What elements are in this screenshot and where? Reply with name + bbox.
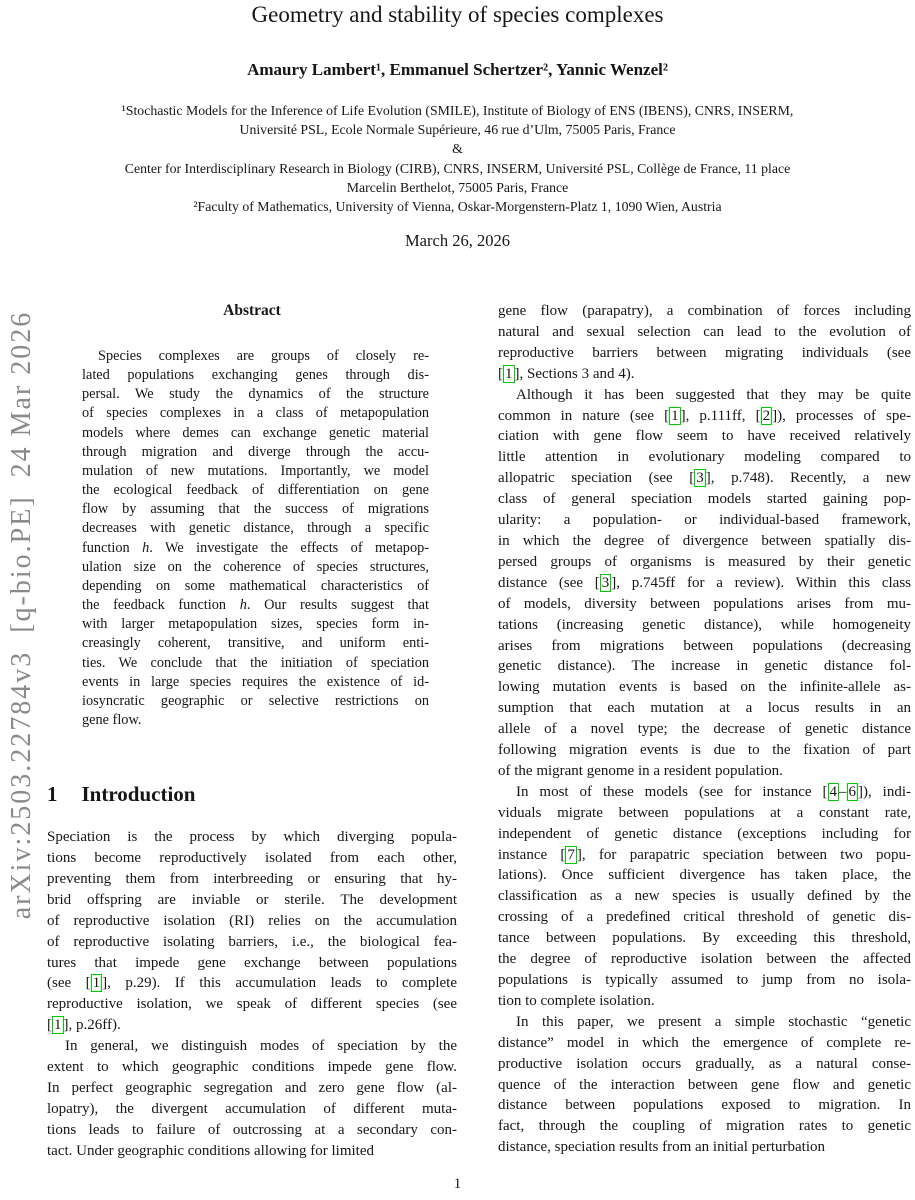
text-line: preventing them from interbreeding or ensuring that hy- — [47, 870, 457, 887]
affiliation-line: ¹Stochastic Models for the Inference of Life Evolution (SMILE), Institute of Biology of ENS (IBENS), CNRS, INSERM, — [121, 103, 794, 118]
text-line: [ 1 ], p.26ff). — [47, 1017, 121, 1034]
text-line: lations). Once sufficient divergence has taken place, the — [498, 867, 911, 884]
citation-link[interactable]: 7 — [567, 846, 575, 863]
text-line: tance between populations. By exceeding this threshold, — [498, 930, 911, 947]
text-line: distance between populations exposed to migration. In — [498, 1097, 911, 1114]
text-line: decreases with genetic distance, through a specific — [82, 520, 429, 537]
page-number: 1 — [453, 1176, 462, 1192]
text-line: persal. We study the dynamics of the structure — [82, 386, 429, 403]
text-line: independent of genetic distance (exceptions including for — [498, 825, 911, 842]
text-line: In perfect geographic segregation and zero gene flow (al- — [47, 1080, 457, 1096]
text-line: creasingly coherent, transitive, and uniform enti- — [82, 635, 429, 652]
affiliation-line: Marcelin Berthelot, 75005 Paris, France — [346, 179, 569, 195]
affiliation-line: Center for Interdisciplinary Research in Biology (CIRB), CNRS, INSERM, Université PSL, Collège de France, 11 place — [124, 160, 791, 176]
section-title: Introduction — [81, 782, 196, 807]
date-line: March 26, 2026 — [405, 231, 510, 250]
citation-link[interactable]: 1 — [54, 1017, 62, 1034]
text-line: of reproductive isolating barriers, i.e., the biological fea- — [47, 933, 457, 950]
text-line: crossing of a predefined critical threshold of genetic dis- — [498, 909, 911, 926]
text-line: genetic distance). The increase in genetic distance fol- — [498, 658, 911, 675]
text-line: quence of the interaction between gene flow and genetic — [498, 1076, 911, 1093]
text-line: ciation with gene flow seem to have received relatively — [498, 428, 911, 445]
text-line: Species complexes are groups of closely re- — [98, 348, 429, 364]
citation-link[interactable]: 1 — [505, 365, 513, 382]
paper-title: Geometry and stability of species complexes — [251, 2, 664, 27]
text-line: allopatric speciation (see [ 3 ], p.748). Recently, a new — [498, 470, 911, 487]
text-line: ties. We conclude that the initiation of speciation — [82, 654, 429, 671]
text-line: [ 1 ], Sections 3 and 4). — [498, 365, 635, 382]
text-line: allele of a novel type; the decrease of genetic distance — [498, 721, 911, 738]
text-line: function h. We investigate the effects of metapop- — [82, 539, 429, 556]
section-heading-introduction — [47, 780, 457, 808]
text-line: flow by assuming that the success of migrations — [82, 501, 429, 518]
text-line: distance” model in which the emergence of complete re- — [498, 1034, 911, 1051]
text-line: the feedback function h. Our results suggest that — [82, 597, 429, 614]
text-line: tations (increasing genetic distance), while homogeneity — [498, 616, 911, 633]
text-line: sumption that each mutation at a locus results in an — [498, 700, 911, 717]
text-line: populations is typically assumed to jump from no isola- — [498, 972, 911, 988]
section-number: 1 — [47, 782, 58, 807]
text-line: brid offspring are inviable or sterile. The development — [47, 891, 457, 908]
right-column — [498, 301, 911, 1158]
text-line: tures that impede gene exchange between populations — [47, 954, 457, 971]
text-line: tions leads to failure of outcrossing at a secondary con- — [47, 1121, 457, 1138]
left-column — [47, 300, 457, 1162]
text-line: persed groups of organisms is measured by their genetic — [498, 553, 911, 570]
text-line: events in large species requires the existence of id- — [82, 673, 429, 690]
text-line: fact, through the coupling of migration rates to genetic — [498, 1118, 911, 1135]
text-line: arises from migrations between populations (decreasing — [498, 637, 911, 654]
text-line: in which the degree of divergence between spatially dis- — [498, 532, 911, 549]
text-line: ulation size on the coherence of species structures, — [82, 558, 429, 575]
text-line: the ecological feedback of differentiation on gene — [82, 482, 429, 499]
author-line: Amaury Lambert¹, Emmanuel Schertzer², Yannic Wenzel² — [247, 60, 668, 79]
citation-link[interactable]: 2 — [762, 407, 771, 424]
text-line: following migration events is due to the fixation of part — [498, 742, 911, 759]
text-line: In most of these models (see for instance [ 4 – 6 ]), indi- — [516, 783, 911, 800]
citation-link[interactable]: 3 — [601, 574, 610, 591]
text-line: of models, diversity between populations arises from mu- — [498, 595, 911, 612]
text-line: of reproductive isolation (RI) relies on the accumulation — [47, 912, 457, 929]
text-line: tact. Under geographic conditions allowing for limited — [47, 1142, 374, 1159]
text-line: with larger metapopulation sizes, species form in- — [82, 616, 429, 633]
text-line: iosyncratic geographic or selective restrictions on — [82, 692, 429, 709]
text-line: little attention in evolutionary modeling compared to — [498, 449, 911, 466]
citation-link[interactable]: 1 — [671, 407, 679, 424]
text-line: models where demes can exchange genetic material — [82, 424, 429, 441]
text-line: classification as a new species is usually defined by the — [498, 888, 911, 905]
text-line: tion to complete isolation. — [498, 992, 655, 1009]
text-line: productive isolation occurs gradually, as a natural conse- — [498, 1055, 911, 1072]
text-line: viduals migrate between populations at a constant rate, — [498, 804, 911, 821]
text-line: distance, speciation results from an initial perturbation — [498, 1139, 825, 1156]
affiliation-line: ²Faculty of Mathematics, University of Vienna, Oskar-Morgenstern-Platz 1, 1090 Wien, Austria — [193, 199, 722, 215]
text-line: Although it has been suggested that they may be quite — [516, 386, 911, 403]
text-line: reproductive barriers between migrating individuals (see — [498, 344, 911, 361]
text-line: (see [ 1 ], p.29). If this accumulation leads to complete — [47, 975, 457, 992]
affiliations-block — [0, 101, 915, 216]
text-line: class of general speciation models started gaining pop- — [498, 491, 911, 508]
citation-link[interactable]: 6 — [848, 783, 856, 800]
text-line: of the migrant genome in a resident population. — [498, 762, 783, 779]
citation-link[interactable]: 4 — [829, 783, 837, 800]
text-line: common in nature (see [ 1 ], p.111ff, [ 2 ]), processes of spe- — [498, 407, 911, 424]
text-line: lated populations exchanging genes through dis- — [82, 367, 429, 384]
text-line: In general, we distinguish modes of speciation by the — [65, 1038, 457, 1055]
text-line: depending on some mathematical characteristics of — [82, 577, 429, 594]
text-line: through migration and diverge through the accu- — [82, 443, 429, 460]
citation-link[interactable]: 1 — [92, 975, 101, 992]
text-line: mulation of new mutations. Importantly, we model — [82, 462, 429, 479]
affiliation-line: & — [452, 141, 463, 157]
introduction-text-left — [47, 827, 457, 1162]
text-line: distance (see [ 3 ], p.745ff for a review). Within this class — [498, 574, 911, 591]
affiliation-line: Université PSL, Ecole Normale Supérieure, 46 rue d’Ulm, 75005 Paris, France — [239, 122, 676, 138]
arxiv-watermark: arXiv:2503.22784v3 [q-bio.PE] 24 Mar 2026 — [6, 310, 37, 920]
text-line: gene flow. — [82, 711, 142, 728]
text-line: gene flow (parapatry), a combination of forces including — [498, 303, 911, 319]
text-line: natural and sexual selection can lead to the evolution of — [498, 323, 911, 340]
citation-link[interactable]: 3 — [696, 470, 704, 487]
text-line: of species complexes in a class of metapopulation — [82, 405, 429, 422]
text-line: extent to which geographic conditions impede gene flow. — [47, 1059, 457, 1076]
text-line: lowing mutation events is based on the infinite-allele as- — [498, 679, 911, 696]
text-line: tions become reproductively isolated from each other, — [47, 850, 457, 867]
text-line: Speciation is the process by which diverging popula- — [47, 829, 457, 846]
text-line: instance [ 7 ], for parapatric speciation between two popu- — [498, 846, 912, 863]
abstract-heading: Abstract — [223, 302, 281, 319]
text-line: the degree of reproductive isolation between the affected — [498, 951, 911, 968]
text-line: ularity: a population- or individual-based framework, — [498, 512, 911, 529]
text-line: reproductive isolation, we speak of different species (see — [47, 996, 457, 1013]
text-line: In this paper, we present a simple stochastic “genetic — [516, 1013, 911, 1030]
abstract-body — [82, 347, 429, 730]
text-line: lopatry), the divergent accumulation of different muta- — [47, 1100, 457, 1117]
